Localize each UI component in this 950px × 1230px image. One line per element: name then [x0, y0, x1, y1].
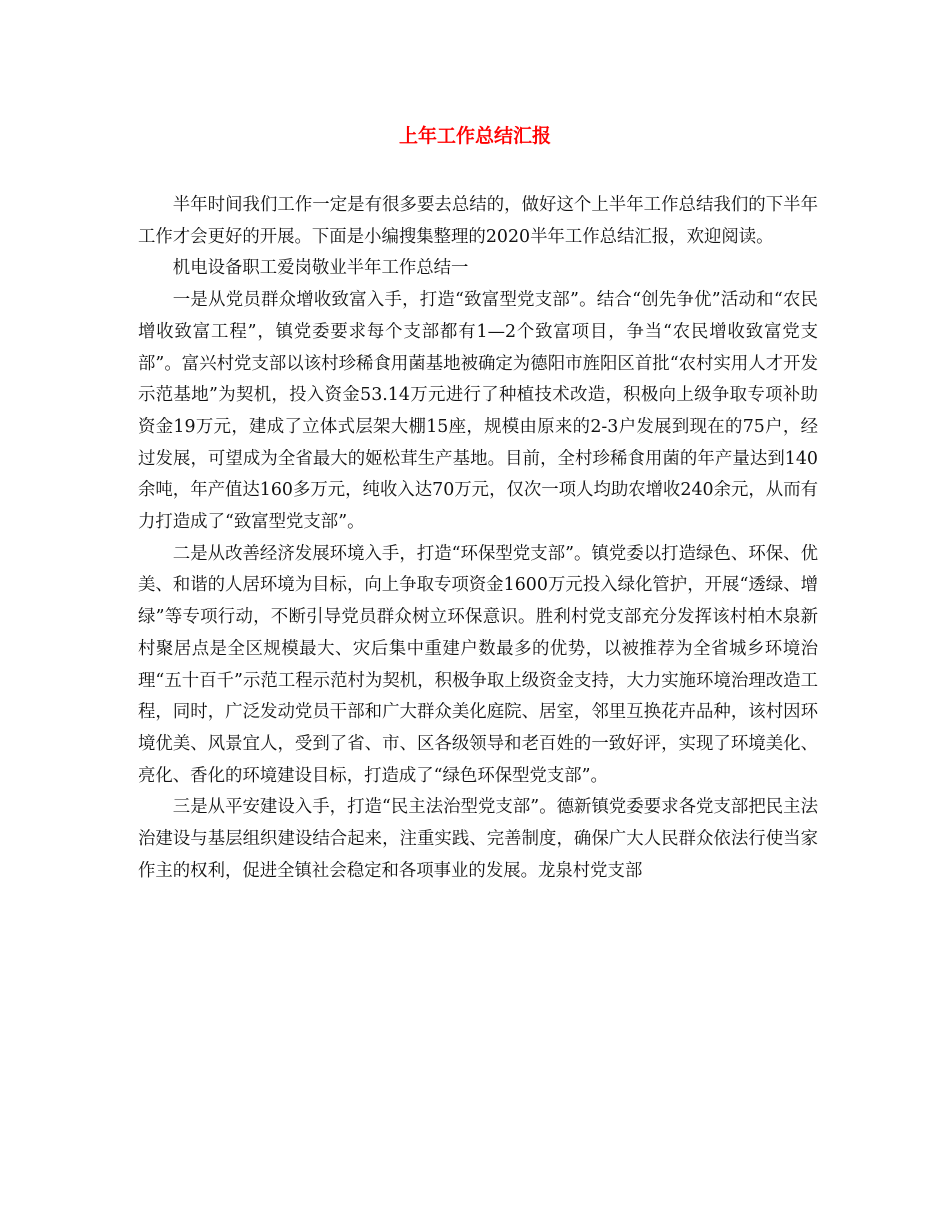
- intro-paragraph: 半年时间我们工作一定是有很多要去总结的，做好这个上半年工作总结我们的下半年工作才会更好的开展。下面是小编搜集整理的2020半年工作总结汇报，欢迎阅读。: [138, 195, 818, 247]
- document-body: [138, 190, 818, 887]
- body-paragraph-3: 三是从平安建设入手，打造“民主法治型党支部”。德新镇党委要求各党支部把民主法治建设与基层组织建设结合起来，注重实践、完善制度，确保广大人民群众依法行使当家作主的权利，促进全镇社会稳定和各项事业的发展。龙泉村党支部: [138, 797, 818, 881]
- body-paragraph-2: 二是从改善经济发展环境入手，打造“环保型党支部”。镇党委以打造绿色、环保、优美、和谐的人居环境为目标，向上争取专项资金1600万元投入绿化管护，开展“透绿、增绿”等专项行动，不断引导党员群众树立环保意识。胜利村党支部充分发挥该村柏木泉新村聚居点是全区规模最大、灾后集中重建户数最多的优势，以被推荐为全省城乡环境治理“五十百千”示范工程示范村为契机，积极争取上级资金支持，大力实施环境治理改造工程，同时，广泛发动党员干部和广大群众美化庭院、居室，邻里互换花卉品种，该村因环境优美、风景宜人，受到了省、市、区各级领导和老百姓的一致好评，实现了环境美化、亮化、香化的环境建设目标，打造成了“绿色环保型党支部”。: [138, 543, 818, 786]
- section-heading: 机电设备职工爱岗敬业半年工作总结一: [172, 258, 469, 279]
- document-title: 上年工作总结汇报: [398, 125, 551, 147]
- body-paragraph-1: 一是从党员群众增收致富入手，打造“致富型党支部”。结合“创先争优”活动和“农民增收致富工程”，镇党委要求每个支部都有1—2个致富项目，争当“农民增收致富党支部”。富兴村党支部以该村珍稀食用菌基地被确定为德阳市旌阳区首批“农村实用人才开发示范基地”为契机，投入资金53.14万元进行了种植技术改造，积极向上级争取专项补助资金19万元，建成了立体式层架大棚15座，规模由原来的2-3户发展到现在的75户，经过发展，可望成为全省最大的姬松茸生产基地。目前，全村珍稀食用菌的年产量达到140余吨，年产值达160多万元，纯收入达70万元，仅次一项人均助农增收240余元，从而有力打造成了“致富型党支部”。: [138, 290, 818, 533]
